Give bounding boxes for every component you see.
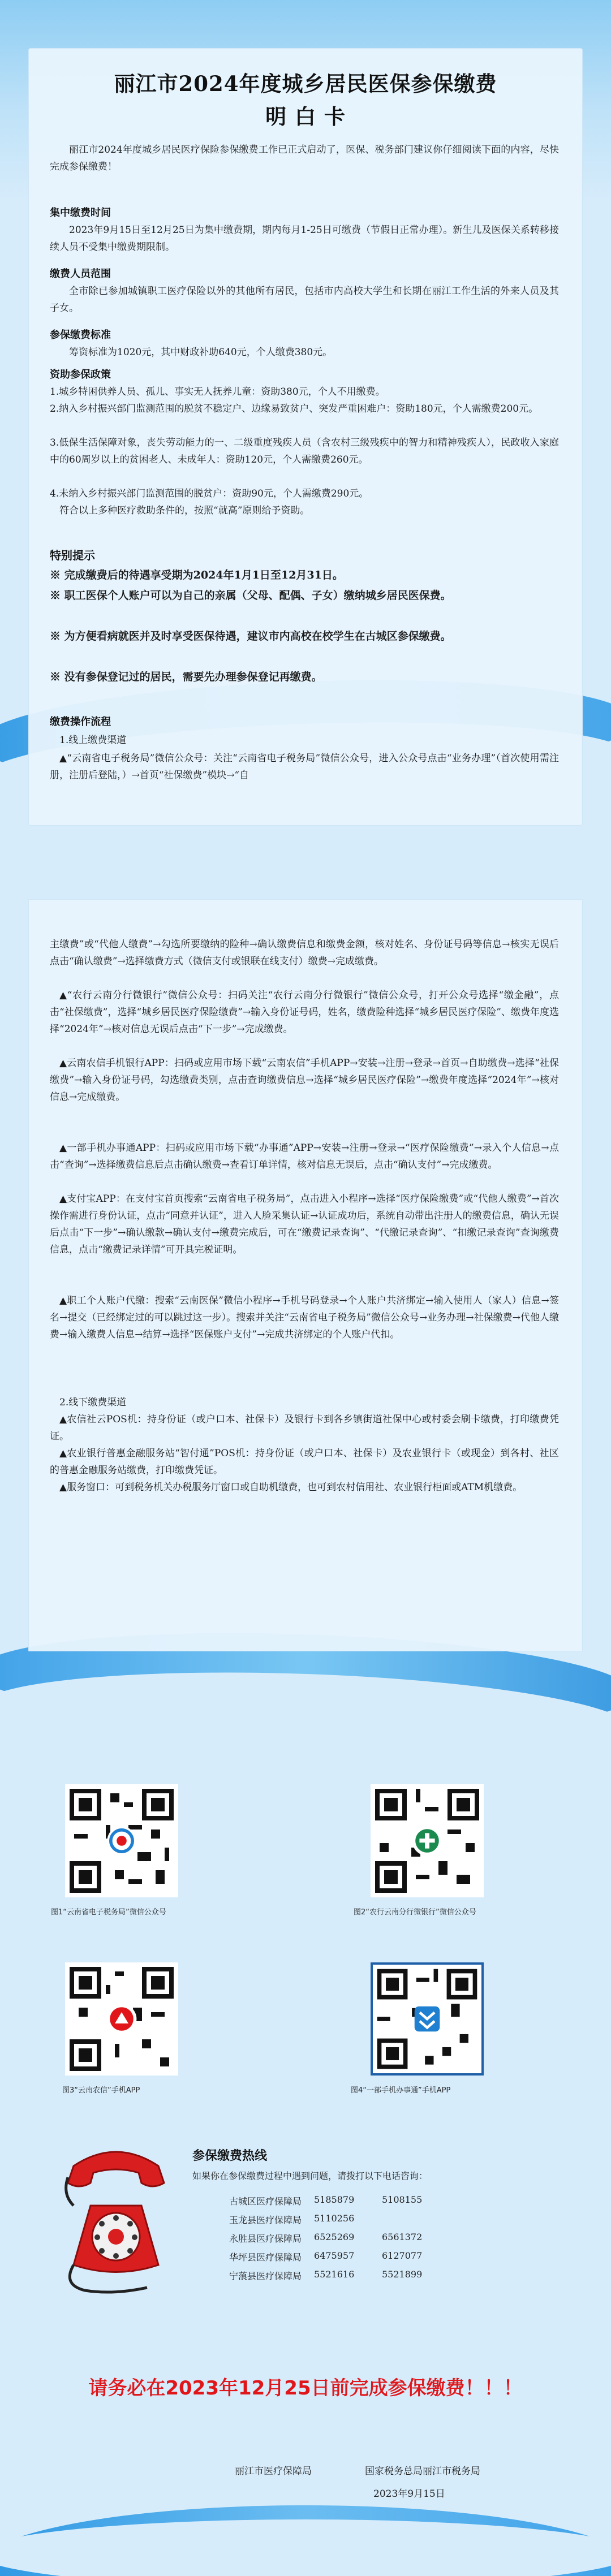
online-step: ▲一部手机办事通APP：扫码或应用市场下载“办事通”APP→安装→注册→登录→“医疗保险缴费”→录入个人信息→点击“查询”→选择缴费信息后点击确认缴费→查看订单详情，核对信息无误后，点击“确认支付”→完成缴费。 [50, 1142, 559, 1171]
online-step: ▲云南农信手机银行APP：扫码或应用市场下载“云南农信”手机APP→安装→注册→登录→首页→自助缴费→选择“社保缴费”→输入身份证号码，勾选缴费类别，点击查询缴费信息→选择“城乡居民医疗保险”→缴费年度选择“2024年”→核对信息→完成缴费。 [50, 1058, 559, 1103]
hotline-phone[interactable]: 5521616 [314, 2269, 355, 2280]
intro-text: 丽江市2024年度城乡居民医疗保险参保缴费工作已正式启动了，医保、税务部门建议你仔细阅读下面的内容，尽快完成参保缴费！ [50, 144, 559, 172]
standard-heading: 参保缴费标准 [50, 329, 111, 341]
footer-org-tax: 国家税务总局丽江市税务局 [365, 2466, 480, 2477]
qr-code-tax-bureau[interactable] [65, 1784, 178, 1897]
hotline-phone[interactable]: 6561372 [382, 2232, 423, 2242]
hotline-org: 华坪县医疗保障局 [229, 2252, 302, 2263]
hotline-org: 古城区医疗保障局 [229, 2196, 302, 2207]
offline-step: ▲农业银行普惠金融服务站“智付通”POS机：持身份证（或户口本、社保卡）及农业银行卡（或现金）到各村、社区的普惠金融服务站缴费，打印缴费凭证。 [50, 1448, 559, 1476]
qr-code-abc-bank[interactable] [371, 1784, 484, 1897]
notice-item: ※ 职工医保个人账户可以为自己的亲属（父母、配偶、子女）缴纳城乡居民医保费。 [50, 589, 451, 602]
offline-step: ▲农信社云POS机：持身份证（或户口本、社保卡）及银行卡到各乡镇街道社保中心或村委会刷卡缴费，打印缴费凭证。 [50, 1414, 559, 1442]
hotline-row [229, 2269, 546, 2288]
qr-pattern-icon [65, 1962, 178, 2076]
online-step: ▲职工个人账户代缴：搜索“云南医保”微信小程序→手机号码登录→个人账户共济绑定→输入使用人（家人）信息→签名→提交（已经绑定过的可以跳过这一步）。搜索并关注“云南省电子税务局”微信公众号→业务办理→社保缴费→代他人缴费→输入缴费人信息→结算→选择“医保账户支付”→完成共济绑定的个人账户代扣。 [50, 1295, 559, 1340]
hotline-org: 玉龙县医疗保障局 [229, 2215, 302, 2225]
online-step-1-part2: 主缴费”或“代他人缴费”→勾选所要缴纳的险种→确认缴费信息和缴费金额，核对姓名、身份证号码等信息→核实无误后点击“确认缴费”→选择缴费方式（微信支付或银联在线支付）缴费→完成缴费。 [50, 939, 559, 967]
hotline-row [229, 2213, 546, 2232]
hotline-phone[interactable]: 5185879 [314, 2194, 355, 2205]
hotline-phone[interactable]: 5108155 [382, 2194, 423, 2205]
standard-text: 筹资标准为1020元，其中财政补助640元，个人缴费380元。 [69, 347, 333, 358]
hotline-phone[interactable]: 6525269 [314, 2232, 355, 2242]
decor-wave-bottom-light [0, 2519, 611, 2576]
period-heading: 集中缴费时间 [50, 207, 111, 219]
hotline-phone[interactable]: 5110256 [314, 2213, 355, 2224]
hotline-phone[interactable]: 5521899 [382, 2269, 423, 2280]
subsidy-item: 2.纳入乡村振兴部门监测范围的脱贫不稳定户、边缘易致贫户、突发严重困难户：资助180元，个人需缴费200元。 [50, 403, 539, 415]
qr-pattern-icon [65, 1784, 178, 1897]
online-step: ▲支付宝APP：在支付宝首页搜索“云南省电子税务局”，点击进入小程序→选择“医疗保险缴费”或“代他人缴费”→首次操作需进行身份认证，点击“同意并认证”，进入人脸采集认证→认证成功后，系统自动带出注册人的缴费信息，确认无误后点击“下一步”→确认缴款→确认支付→缴费完成后，可在“缴费记录查询”、“代缴记录查询”、“扣缴记录查询”查询缴费信息，点击“缴费记录详情”可开具完税证明。 [50, 1193, 559, 1255]
qr-caption: 图4“一部手机办事通”手机APP [351, 2086, 451, 2095]
deadline-warning: 请务必在2023年12月25日前完成参保缴费！！！ [88, 2377, 523, 2400]
qr-pattern-icon [371, 1784, 484, 1897]
hotline-row [229, 2194, 546, 2213]
process-heading: 缴费操作流程 [50, 716, 111, 728]
qr-caption: 图3“云南农信”手机APP [62, 2086, 140, 2095]
hotline-row [229, 2232, 546, 2250]
page-subtitle: 明 白 卡 [265, 104, 346, 129]
hotline-phone[interactable]: 6475957 [314, 2250, 355, 2261]
hotline-title: 参保缴费热线 [192, 2148, 268, 2163]
page-title: 丽江市2024年度城乡居民医保参保缴费 [114, 71, 497, 96]
notice-item: ※ 没有参保登记过的居民，需要先办理参保登记再缴费。 [50, 671, 322, 683]
hotline-org: 永胜县医疗保障局 [229, 2233, 302, 2244]
subsidy-note: 符合以上多种医疗救助条件的，按照“就高”原则给予资助。 [59, 505, 310, 516]
hotline-phone[interactable] [382, 2213, 450, 2232]
hotline-org: 宁蒗县医疗保障局 [229, 2271, 302, 2281]
online-step-1-part1: ▲“云南省电子税务局”微信公众号：关注“云南省电子税务局”微信公众号，进入公众号点击“业务办理”（首次使用需注册，注册后登陆，）→首页“社保缴费”模块→“自 [50, 753, 559, 781]
people-text: 全市除已参加城镇职工医疗保险以外的其他所有居民，包括市内高校大学生和长期在丽江工作生活的外来人员及其子女。 [50, 286, 559, 314]
qr-pattern-icon [373, 1965, 481, 2073]
hotline-list [229, 2194, 546, 2288]
hotline-phone[interactable]: 6127077 [382, 2250, 423, 2261]
hotline-intro: 如果你在参保缴费过程中遇到问题，请拨打以下电话咨询： [192, 2171, 428, 2181]
subsidy-item: 3.低保生活保障对象，丧失劳动能力的一、二级重度残疾人员（含农村三级残疾中的智力和精神残疾人），民政收入家庭中的60周岁以上的贫困老人、未成年人：资助120元，个人需缴费260元。 [50, 437, 559, 465]
qr-code-banshitong[interactable] [371, 1962, 484, 2076]
offline-heading: 2.线下缴费渠道 [59, 1397, 127, 1408]
qr-caption: 图2“农行云南分行微银行”微信公众号 [354, 1908, 476, 1917]
subsidy-item: 4.未纳入乡村振兴部门监测范围的脱贫户：资助90元，个人需缴费290元。 [50, 488, 369, 499]
qr-code-yunnan-rcc[interactable] [65, 1962, 178, 2076]
footer-date: 2023年9月15日 [373, 2488, 445, 2500]
notice-heading: 特别提示 [50, 549, 95, 562]
period-text: 2023年9月15日至12月25日为集中缴费期，期内每月1-25日可缴费（节假日正常办理）。新生儿及医保关系转移接续人员不受集中缴费期限制。 [50, 225, 559, 253]
qr-caption: 图1“云南省电子税务局”微信公众号 [51, 1908, 166, 1917]
notice-item: ※ 为方便看病就医并及时享受医保待遇，建议市内高校在校学生在古城区参保缴费。 [50, 630, 451, 642]
online-step: ▲“农行云南分行微银行”微信公众号：扫码关注“农行云南分行微银行”微信公众号，打开公众号选择“缴金融”，点击“社保缴费”，选择“城乡居民医疗保险缴费”→输入身份证号码，姓名，缴费险种选择“城乡居民医疗保险”、缴费年度选择“2024年”→核对信息无误后点击“下一步”→完成缴费。 [50, 990, 559, 1035]
subsidy-heading: 资助参保政策 [50, 369, 111, 381]
notice-item: ※ 完成缴费后的待遇享受期为2024年1月1日至12月31日。 [50, 569, 343, 581]
subsidy-item: 1.城乡特困供养人员、孤儿、事实无人抚养儿童：资助380元，个人不用缴费。 [50, 386, 385, 398]
footer-org-medical: 丽江市医疗保障局 [235, 2466, 312, 2477]
offline-step: ▲服务窗口：可到税务机关办税服务厅窗口或自助机缴费，也可到农村信用社、农业银行柜面或ATM机缴费。 [59, 1482, 523, 1493]
telephone-icon [51, 2143, 181, 2296]
people-heading: 缴费人员范围 [50, 268, 111, 280]
hotline-row [229, 2250, 546, 2269]
online-heading: 1.线上缴费渠道 [59, 735, 127, 746]
